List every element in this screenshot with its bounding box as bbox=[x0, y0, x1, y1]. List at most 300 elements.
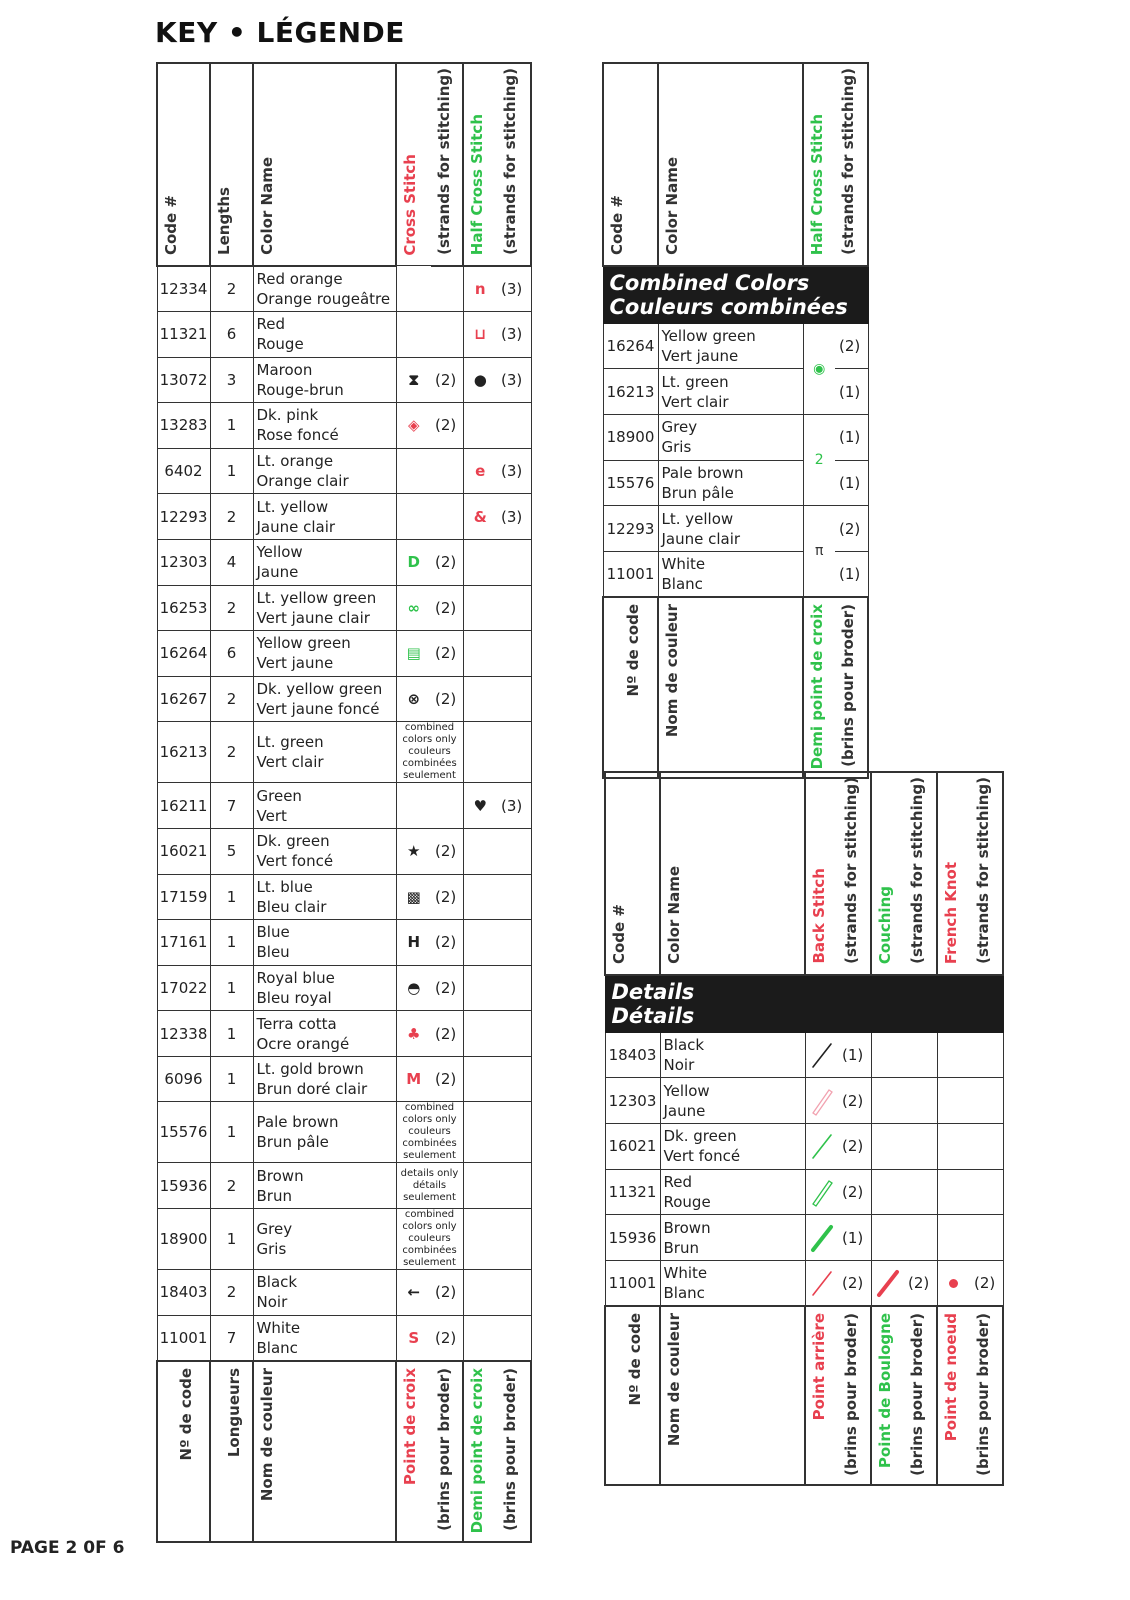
color-name-en: Pale brown bbox=[256, 1113, 339, 1132]
back-stitch-line-icon bbox=[809, 1131, 835, 1161]
french-knot-strands: (2) bbox=[970, 1260, 1003, 1306]
color-name-cell bbox=[660, 1032, 805, 1078]
code-cell: 16213 bbox=[157, 722, 210, 783]
key-header-row bbox=[157, 63, 531, 266]
key-row bbox=[157, 1315, 531, 1361]
cross-stitch-symbol: ← bbox=[396, 1270, 431, 1316]
color-name-en: Black bbox=[663, 1036, 705, 1055]
lengths-cell: 1 bbox=[210, 448, 253, 494]
color-name-fr: Jaune clair bbox=[661, 529, 741, 548]
couching-strands bbox=[904, 1032, 937, 1078]
color-name-cell bbox=[253, 1163, 396, 1209]
couch-strands-footer: (brins pour broder) bbox=[904, 1306, 937, 1485]
cross-stitch-strands: (2) bbox=[431, 357, 463, 403]
color-name-cell bbox=[253, 266, 396, 312]
cross-stitch-strands: (2) bbox=[431, 828, 463, 874]
color-name-fr: Rouge bbox=[256, 335, 304, 354]
cross-stitch-strands: (2) bbox=[431, 1270, 463, 1316]
half-cross-header: Half Cross Stitch bbox=[463, 63, 497, 266]
color-name-cell bbox=[253, 1270, 396, 1316]
half-cross-strands-cell bbox=[497, 1163, 531, 1209]
color-name-fr: Blanc bbox=[661, 574, 703, 593]
couching-strands bbox=[904, 1078, 937, 1124]
code-cell: 12334 bbox=[157, 266, 210, 312]
code-cell: 17022 bbox=[157, 965, 210, 1011]
color-name-fr: Blanc bbox=[663, 1283, 705, 1302]
cross-stitch-symbol: M bbox=[396, 1056, 431, 1102]
couching-symbol bbox=[871, 1124, 904, 1170]
color-name-fr: Vert jaune clair bbox=[256, 608, 370, 627]
code-cell: 16267 bbox=[157, 676, 210, 722]
half-cross-footer: Demi point de croix bbox=[463, 1361, 497, 1542]
half-cross-symbol bbox=[463, 1270, 497, 1316]
back-stitch-header: Back Stitch bbox=[805, 772, 838, 975]
color-name-fr: Orange clair bbox=[256, 472, 349, 491]
cross-stitch-symbol: ⧗ bbox=[396, 357, 431, 403]
color-name-cell bbox=[658, 460, 803, 506]
half-cross-symbol bbox=[463, 585, 497, 631]
code-cell: 15936 bbox=[605, 1215, 660, 1261]
lengths-cell: 2 bbox=[210, 676, 253, 722]
code-cell: 15576 bbox=[157, 1102, 210, 1163]
color-name-en: Yellow green bbox=[661, 327, 756, 346]
back-stitch-strands: (1) bbox=[838, 1215, 871, 1261]
code-cell: 18900 bbox=[157, 1209, 210, 1270]
code-cell: 12303 bbox=[605, 1078, 660, 1124]
combined-colors-table bbox=[602, 62, 869, 779]
page-number: PAGE 2 0F 6 bbox=[10, 1538, 125, 1558]
color-name-cell bbox=[658, 506, 803, 552]
code-cell: 13072 bbox=[157, 357, 210, 403]
code-cell: 16211 bbox=[157, 783, 210, 829]
color-name-cell bbox=[658, 551, 803, 597]
code-cell: 6096 bbox=[157, 1056, 210, 1102]
half-cross-strands-cell bbox=[497, 1209, 531, 1270]
color-name-en: Lt. orange bbox=[256, 452, 334, 471]
french-knot-symbol bbox=[937, 1032, 970, 1078]
back-stitch-symbol bbox=[805, 1169, 838, 1215]
lengths-cell: 2 bbox=[210, 722, 253, 783]
color-name-en: Black bbox=[256, 1273, 298, 1292]
color-name-fr: Vert clair bbox=[256, 753, 324, 772]
lengths-cell: 6 bbox=[210, 311, 253, 357]
key-row bbox=[157, 783, 531, 829]
key-row bbox=[157, 448, 531, 494]
color-name-en: Blue bbox=[256, 923, 290, 942]
details-row bbox=[605, 1260, 1003, 1306]
half-cross-strands bbox=[497, 1056, 531, 1102]
color-name-fr: Bleu bbox=[256, 943, 290, 962]
details-title-bar bbox=[605, 975, 1003, 1033]
color-name-cell bbox=[658, 369, 803, 415]
cross-stitch-strands: (2) bbox=[431, 676, 463, 722]
details-header-row bbox=[605, 772, 1003, 975]
key-row bbox=[157, 311, 531, 357]
back-stitch-line-icon bbox=[809, 1268, 835, 1298]
usage-note-line: seulement bbox=[403, 770, 456, 782]
color-name-en: Lt. green bbox=[661, 372, 729, 391]
french-knot-dot-icon bbox=[949, 1279, 958, 1288]
color-name-en: Dk. pink bbox=[256, 406, 319, 425]
french-knot-symbol bbox=[937, 1078, 970, 1124]
french-knot-header: French Knot bbox=[937, 772, 970, 975]
color-name-fr: Vert jaune bbox=[661, 347, 739, 366]
half-strands-footer: (brins pour broder) bbox=[497, 1361, 531, 1542]
back-stitch-line-icon bbox=[809, 1040, 835, 1070]
back-stitch-symbol bbox=[805, 1215, 838, 1261]
color-name-fr: Rouge bbox=[663, 1192, 711, 1211]
code-cell: 16021 bbox=[157, 828, 210, 874]
usage-note-line: couleurs combinées bbox=[402, 1126, 457, 1150]
combined-row bbox=[603, 506, 868, 552]
color-name-fr: Brun bbox=[663, 1238, 699, 1257]
cross-stitch-strands bbox=[431, 783, 463, 829]
cross-stitch-symbol: ♣ bbox=[396, 1011, 431, 1057]
cross-stitch-symbol: H bbox=[396, 920, 431, 966]
half-cross-strands: (3) bbox=[497, 357, 531, 403]
color-name-fr: Jaune bbox=[256, 563, 299, 582]
color-name-cell bbox=[660, 1169, 805, 1215]
code-cell: 6402 bbox=[157, 448, 210, 494]
couching-symbol bbox=[871, 1078, 904, 1124]
color-name-en: Maroon bbox=[256, 360, 313, 379]
key-row bbox=[157, 357, 531, 403]
back-stitch-line-icon bbox=[809, 1223, 835, 1253]
combined-footer-row bbox=[603, 597, 868, 778]
combined-strands: (1) bbox=[835, 460, 868, 506]
combined-strands-header: (strands for stitching) bbox=[835, 63, 868, 266]
color-name-fr: Blanc bbox=[256, 1338, 298, 1357]
half-cross-symbol: e bbox=[463, 448, 497, 494]
color-name-en: Lt. blue bbox=[256, 877, 313, 896]
key-row bbox=[157, 585, 531, 631]
details-color-name-footer: Nom de couleur bbox=[660, 1306, 805, 1485]
code-cell: 16253 bbox=[157, 585, 210, 631]
color-name-en: Red orange bbox=[256, 269, 343, 288]
cross-stitch-symbol bbox=[396, 311, 431, 357]
color-name-fr: Gris bbox=[256, 1240, 287, 1259]
key-footer-row bbox=[157, 1361, 531, 1542]
color-name-en: Grey bbox=[661, 418, 698, 437]
cross-stitch-strands: (2) bbox=[431, 1056, 463, 1102]
color-name-fr: Bleu clair bbox=[256, 897, 327, 916]
details-footer-row bbox=[605, 1306, 1003, 1485]
code-cell: 11321 bbox=[157, 311, 210, 357]
half-cross-strands: (3) bbox=[497, 311, 531, 357]
half-cross-strands-cell bbox=[497, 722, 531, 783]
color-name-fr: Vert jaune foncé bbox=[256, 700, 380, 719]
color-name-en: Royal blue bbox=[256, 969, 335, 987]
cross-stitch-symbol: ▩ bbox=[396, 874, 431, 920]
half-strands-header: (strands for stitching) bbox=[497, 63, 531, 266]
french-knot-strands bbox=[970, 1169, 1003, 1215]
back-stitch-footer: Point arrière bbox=[805, 1306, 838, 1485]
color-name-en: Lt. green bbox=[256, 733, 324, 752]
color-name-cell bbox=[253, 920, 396, 966]
cross-stitch-symbol: ◈ bbox=[396, 403, 431, 449]
key-table bbox=[156, 62, 532, 1543]
color-name-cell bbox=[660, 1215, 805, 1261]
combined-code-header: Code # bbox=[603, 63, 658, 266]
half-cross-symbol: & bbox=[463, 494, 497, 540]
half-cross-symbol: ♥ bbox=[463, 783, 497, 829]
code-header: Code # bbox=[157, 63, 210, 266]
color-name-en: Yellow bbox=[663, 1081, 710, 1100]
couching-symbol bbox=[871, 1260, 904, 1306]
cross-stitch-footer: Point de croix bbox=[396, 1361, 431, 1542]
back-stitch-strands: (2) bbox=[838, 1260, 871, 1306]
color-name-en: Red bbox=[663, 1172, 692, 1191]
color-name-en: White bbox=[661, 554, 706, 573]
details-title-en: Details bbox=[611, 979, 695, 1004]
combined-strands-footer: (brins pour broder) bbox=[835, 597, 868, 778]
code-cell: 16213 bbox=[603, 369, 658, 415]
combined-half-cross-header: Half Cross Stitch bbox=[803, 63, 835, 266]
details-color-name-header: Color Name bbox=[660, 772, 805, 975]
lengths-cell: 1 bbox=[210, 920, 253, 966]
details-row bbox=[605, 1124, 1003, 1170]
code-cell: 11001 bbox=[603, 551, 658, 597]
key-row bbox=[157, 403, 531, 449]
lengths-cell: 1 bbox=[210, 1102, 253, 1163]
color-name-fr: Rose foncé bbox=[256, 426, 339, 445]
cross-stitch-strands bbox=[431, 266, 463, 312]
details-code-footer: Nº de code bbox=[605, 1306, 660, 1485]
cross-stitch-strands: (2) bbox=[431, 539, 463, 585]
code-cell: 15936 bbox=[157, 1163, 210, 1209]
couching-strands bbox=[904, 1124, 937, 1170]
code-cell: 17159 bbox=[157, 874, 210, 920]
back-stitch-line-icon bbox=[809, 1086, 835, 1116]
lengths-cell: 1 bbox=[210, 1209, 253, 1270]
color-name-cell bbox=[253, 676, 396, 722]
code-cell: 12293 bbox=[157, 494, 210, 540]
color-name-cell bbox=[658, 323, 803, 369]
color-name-en: Grey bbox=[256, 1220, 293, 1239]
color-name-en: Brown bbox=[256, 1166, 304, 1185]
half-cross-symbol bbox=[463, 403, 497, 449]
key-row bbox=[157, 1011, 531, 1057]
back-stitch-symbol bbox=[805, 1124, 838, 1170]
lengths-cell: 2 bbox=[210, 266, 253, 312]
combined-title-en: Combined Colors bbox=[609, 270, 810, 295]
usage-note-line: seulement bbox=[403, 1257, 456, 1269]
cross-stitch-strands: (2) bbox=[431, 874, 463, 920]
color-name-fr: Brun pâle bbox=[661, 483, 734, 502]
color-name-fr: Jaune clair bbox=[256, 517, 336, 536]
color-name-fr: Vert jaune bbox=[256, 654, 334, 673]
key-row bbox=[157, 965, 531, 1011]
cross-stitch-strands: (2) bbox=[431, 585, 463, 631]
lengths-cell: 7 bbox=[210, 1315, 253, 1361]
code-cell: 16264 bbox=[157, 631, 210, 677]
color-name-fr: Bleu royal bbox=[256, 989, 332, 1007]
french-knot-symbol bbox=[937, 1169, 970, 1215]
usage-note bbox=[396, 1102, 463, 1163]
couching-footer: Point de Boulogne bbox=[871, 1306, 904, 1485]
usage-note-line: combined colors only bbox=[402, 722, 457, 746]
color-name-cell bbox=[253, 874, 396, 920]
key-row bbox=[157, 1209, 531, 1270]
code-cell: 12293 bbox=[603, 506, 658, 552]
cross-stitch-strands: (2) bbox=[431, 965, 463, 1011]
lengths-cell: 6 bbox=[210, 631, 253, 677]
cross-stitch-symbol: S bbox=[396, 1315, 431, 1361]
half-cross-symbol bbox=[463, 874, 497, 920]
lengths-cell: 3 bbox=[210, 357, 253, 403]
key-row bbox=[157, 266, 531, 312]
lengths-cell: 5 bbox=[210, 828, 253, 874]
color-name-cell bbox=[660, 1124, 805, 1170]
color-name-header: Color Name bbox=[253, 63, 396, 266]
code-cell: 18403 bbox=[605, 1032, 660, 1078]
details-row bbox=[605, 1169, 1003, 1215]
color-name-footer: Nom de couleur bbox=[253, 1361, 396, 1542]
lengths-cell: 1 bbox=[210, 403, 253, 449]
lengths-cell: 2 bbox=[210, 1163, 253, 1209]
back-stitch-strands: (1) bbox=[838, 1032, 871, 1078]
back-stitch-symbol bbox=[805, 1260, 838, 1306]
couching-strands bbox=[904, 1169, 937, 1215]
french-knot-strands bbox=[970, 1124, 1003, 1170]
code-cell: 12303 bbox=[157, 539, 210, 585]
usage-note-line: détails seulement bbox=[403, 1179, 456, 1203]
color-name-en: Red bbox=[256, 315, 285, 334]
couching-symbol bbox=[871, 1032, 904, 1078]
cross-stitch-strands: (2) bbox=[431, 1011, 463, 1057]
cross-stitch-strands: (2) bbox=[431, 920, 463, 966]
color-name-en: Dk. yellow green bbox=[256, 680, 383, 699]
color-name-cell bbox=[253, 585, 396, 631]
usage-note-line: couleurs combinées bbox=[402, 1233, 457, 1257]
cross-stitch-strands: (2) bbox=[431, 1315, 463, 1361]
code-cell: 18900 bbox=[603, 415, 658, 461]
half-cross-strands: (3) bbox=[497, 783, 531, 829]
color-name-fr: Rouge-brun bbox=[256, 380, 344, 399]
color-name-cell bbox=[660, 1260, 805, 1306]
usage-note-line: combined colors only bbox=[402, 1102, 457, 1126]
lengths-cell: 2 bbox=[210, 1270, 253, 1316]
color-name-en: White bbox=[256, 1318, 301, 1337]
combined-strands: (2) bbox=[835, 323, 868, 369]
cross-stitch-header: Cross Stitch bbox=[396, 63, 431, 266]
details-row bbox=[605, 1078, 1003, 1124]
code-cell: 12338 bbox=[157, 1011, 210, 1057]
lengths-footer: Longueurs bbox=[210, 1361, 253, 1542]
code-cell: 11001 bbox=[157, 1315, 210, 1361]
color-name-cell bbox=[253, 631, 396, 677]
half-cross-strands bbox=[497, 585, 531, 631]
half-cross-symbol: ⊔ bbox=[463, 311, 497, 357]
half-cross-strands: (3) bbox=[497, 266, 531, 312]
half-cross-strands bbox=[497, 403, 531, 449]
cross-stitch-symbol: ∞ bbox=[396, 585, 431, 631]
color-name-fr: Brun bbox=[256, 1186, 292, 1205]
half-cross-symbol: n bbox=[463, 266, 497, 312]
half-cross-strands bbox=[497, 676, 531, 722]
combined-header-row bbox=[603, 63, 868, 266]
usage-note-line: seulement bbox=[403, 1150, 456, 1162]
couching-symbol bbox=[871, 1215, 904, 1261]
color-name-cell bbox=[660, 1078, 805, 1124]
color-name-cell bbox=[253, 1209, 396, 1270]
half-cross-symbol bbox=[463, 965, 497, 1011]
cross-stitch-symbol bbox=[396, 266, 431, 312]
cross-stitch-strands bbox=[431, 311, 463, 357]
half-cross-symbol-cell bbox=[463, 1209, 497, 1270]
combined-strands: (1) bbox=[835, 551, 868, 597]
color-name-cell bbox=[253, 722, 396, 783]
color-name-en: Lt. yellow bbox=[661, 509, 734, 528]
key-row bbox=[157, 828, 531, 874]
half-cross-strands bbox=[497, 539, 531, 585]
half-cross-strands: (3) bbox=[497, 448, 531, 494]
knot-strands-footer: (brins pour broder) bbox=[970, 1306, 1003, 1485]
color-name-en: Yellow bbox=[256, 543, 303, 562]
half-cross-strands bbox=[497, 631, 531, 677]
cross-stitch-symbol: ⊗ bbox=[396, 676, 431, 722]
color-name-en: Pale brown bbox=[661, 463, 744, 482]
combined-code-footer: Nº de code bbox=[603, 597, 658, 778]
cross-stitch-symbol bbox=[396, 448, 431, 494]
lengths-cell: 2 bbox=[210, 585, 253, 631]
page-title: KEY • LÉGENDE bbox=[155, 16, 405, 49]
color-name-cell bbox=[253, 539, 396, 585]
half-cross-symbol bbox=[463, 676, 497, 722]
couching-symbol bbox=[871, 1169, 904, 1215]
code-cell: 13283 bbox=[157, 403, 210, 449]
color-name-en: Terra cotta bbox=[256, 1014, 337, 1033]
back-strands-footer: (brins pour broder) bbox=[838, 1306, 871, 1485]
color-name-fr: Noir bbox=[663, 1056, 695, 1075]
half-cross-strands-cell bbox=[497, 1102, 531, 1163]
half-cross-symbol: ● bbox=[463, 357, 497, 403]
key-row bbox=[157, 631, 531, 677]
combined-title-fr: Couleurs combinées bbox=[609, 294, 848, 319]
half-cross-strands bbox=[497, 1315, 531, 1361]
half-cross-symbol-cell bbox=[463, 722, 497, 783]
half-cross-strands bbox=[497, 874, 531, 920]
code-cell: 11001 bbox=[605, 1260, 660, 1306]
color-name-en: Yellow green bbox=[256, 634, 351, 653]
half-cross-strands bbox=[497, 828, 531, 874]
color-name-en: Brown bbox=[663, 1218, 711, 1237]
color-name-fr: Vert foncé bbox=[663, 1147, 741, 1166]
half-cross-strands bbox=[497, 965, 531, 1011]
cross-stitch-symbol: ◓ bbox=[396, 965, 431, 1011]
color-name-cell bbox=[253, 448, 396, 494]
half-cross-strands bbox=[497, 1011, 531, 1057]
key-row bbox=[157, 539, 531, 585]
combined-color-name-header: Color Name bbox=[658, 63, 803, 266]
color-name-fr: Brun pâle bbox=[256, 1133, 329, 1152]
code-cell: 16021 bbox=[605, 1124, 660, 1170]
combined-symbol: π bbox=[803, 506, 835, 597]
lengths-header: Lengths bbox=[210, 63, 253, 266]
lengths-cell: 1 bbox=[210, 1056, 253, 1102]
usage-note bbox=[396, 1209, 463, 1270]
usage-note-line: details only bbox=[400, 1167, 459, 1179]
cross-stitch-strands bbox=[431, 448, 463, 494]
cross-stitch-strands: (2) bbox=[431, 631, 463, 677]
color-name-fr: Gris bbox=[661, 438, 692, 457]
knot-strands-header: (strands for stitching) bbox=[970, 772, 1003, 975]
couching-strands: (2) bbox=[904, 1260, 937, 1306]
half-cross-symbol bbox=[463, 920, 497, 966]
half-cross-strands: (3) bbox=[497, 494, 531, 540]
color-name-cell bbox=[253, 403, 396, 449]
color-name-cell bbox=[253, 1056, 396, 1102]
